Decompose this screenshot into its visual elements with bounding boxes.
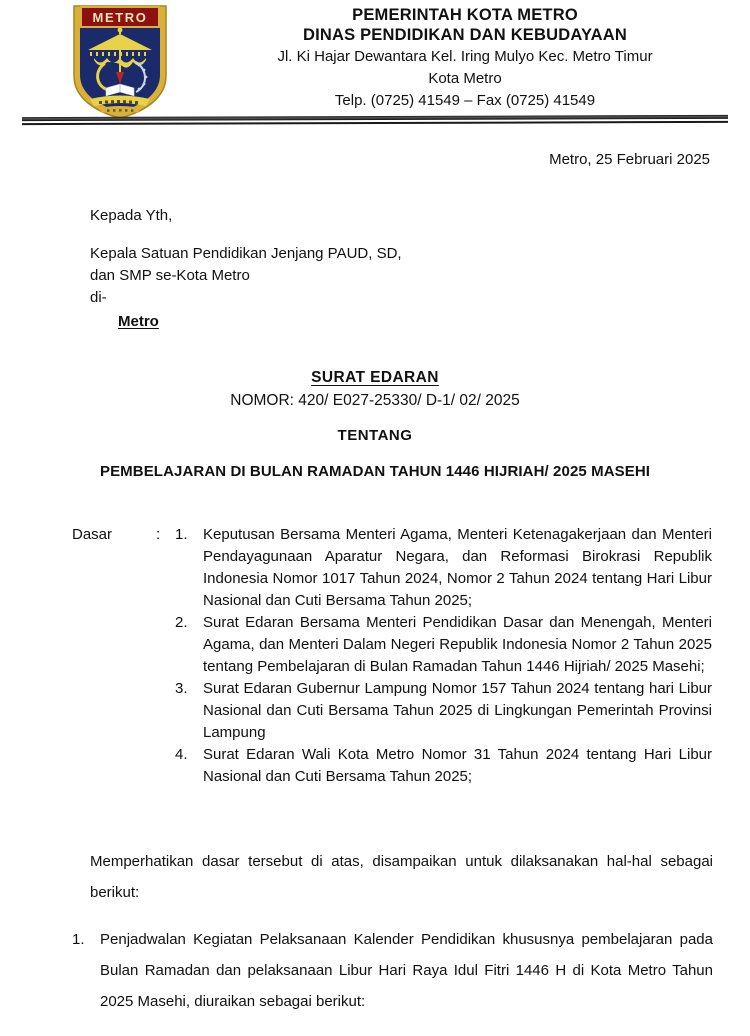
document-type-title: SURAT EDARAN (311, 369, 439, 386)
document-number: NOMOR: 420/ E027-25330/ D-1/ 02/ 2025 (230, 392, 520, 409)
dasar-item (175, 678, 712, 744)
dasar-colon: : (156, 526, 161, 543)
addressee-block (90, 205, 402, 333)
letterhead-line-address: Jl. Ki Hajar Dewantara Kel. Iring Mulyo Kec. Metro Timur (277, 48, 653, 65)
addressee-place: Metro (118, 313, 159, 330)
addressee-salutation: Kepada Yth, (90, 207, 173, 224)
dasar-section (72, 524, 712, 788)
dasar-items (175, 524, 712, 788)
dateline: Metro, 25 Februari 2025 (549, 151, 710, 168)
body-list-item-number: 1. (72, 931, 85, 948)
dasar-label: Dasar (72, 526, 113, 543)
dasar-item-text: Surat Edaran Wali Kota Metro Nomor 31 Tahun 2024 tentang Hari Libur Nasional dan Cuti Bersama Tahun 2025; (203, 746, 712, 785)
body-list-item-text: Penjadwalan Kegiatan Pelaksanaan Kalender Pendidikan khususnya pembelajaran pada Bulan Ramadan dan pelaksanaan Libur Hari Raya Idul Fitri 1446 H di Kota Metro Tahun 2025 Masehi, diuraikan sebagai berikut: (100, 931, 713, 1010)
addressee-spacer (90, 227, 402, 243)
letterhead-text (180, 5, 750, 112)
dasar-item-number: 4. (175, 746, 188, 763)
body-intro-paragraph: Memperhatikan dasar tersebut di atas, disampaikan untuk dilaksanakan hal-hal sebagai berikut: (90, 853, 713, 901)
letterhead-line-department: DINAS PENDIDIKAN DAN KEBUDAYAAN (302, 26, 628, 44)
dasar-item-number: 2. (175, 614, 188, 631)
dasar-item-text: Keputusan Bersama Menteri Agama, Menteri Ketenagakerjaan dan Menteri Pendayagunaan Aparatur Negara, dan Reformasi Birokrasi Republik Indonesia Nomor 1017 Tahun 2024, Nomor 2 Tahun 2024 tentang Hari Libur Nasional dan Cuti Bersama Tahun 2025; (203, 526, 712, 609)
addressee-line-1: Kepala Satuan Pendidikan Jenjang PAUD, SD, (90, 245, 402, 262)
dasar-item (175, 612, 712, 678)
letterhead-line-city: Kota Metro (428, 70, 502, 87)
addressee-place-row (90, 311, 402, 333)
svg-text:METRO: METRO (92, 10, 148, 25)
dasar-item-number: 3. (175, 680, 188, 697)
body-numbered-list (72, 924, 713, 1017)
letterhead-rule-thin (22, 121, 728, 125)
document-subject: PEMBELAJARAN DI BULAN RAMADAN TAHUN 1446 HIJRIAH/ 2025 MASEHI (99, 463, 651, 480)
title-block (40, 368, 710, 482)
letterhead-line-phone: Telp. (0725) 41549 – Fax (0725) 41549 (334, 92, 596, 109)
dasar-item (175, 744, 712, 788)
dasar-item-text: Surat Edaran Gubernur Lampung Nomor 157 Tahun 2024 tentang hari Libur Nasional dan Cuti Bersama Tahun 2025 di Lingkungan Pemerintah Provinsi Lampung (203, 680, 712, 741)
dasar-item-number: 1. (175, 526, 188, 543)
dasar-item-text: Surat Edaran Bersama Menteri Pendidikan Dasar dan Menengah, Menteri Agama, dan Menteri Dalam Negeri Republik Indonesia Nomor 2 Tahun 2025 tentang Pembelajaran di Bulan Ramadan Tahun 1446 Hijriah/ 2025 Masehi; (203, 614, 712, 675)
dasar-item (175, 524, 712, 612)
letterhead-rule-thick (22, 115, 728, 121)
letterhead-line-government: PEMERINTAH KOTA METRO (352, 6, 578, 24)
kota-metro-emblem-icon (66, 2, 174, 120)
addressee-line-di: di- (90, 289, 107, 306)
addressee-line-2: dan SMP se-Kota Metro (90, 267, 250, 284)
letterhead (0, 0, 750, 122)
about-label: TENTANG (337, 427, 413, 444)
body-list-item (72, 924, 713, 1017)
